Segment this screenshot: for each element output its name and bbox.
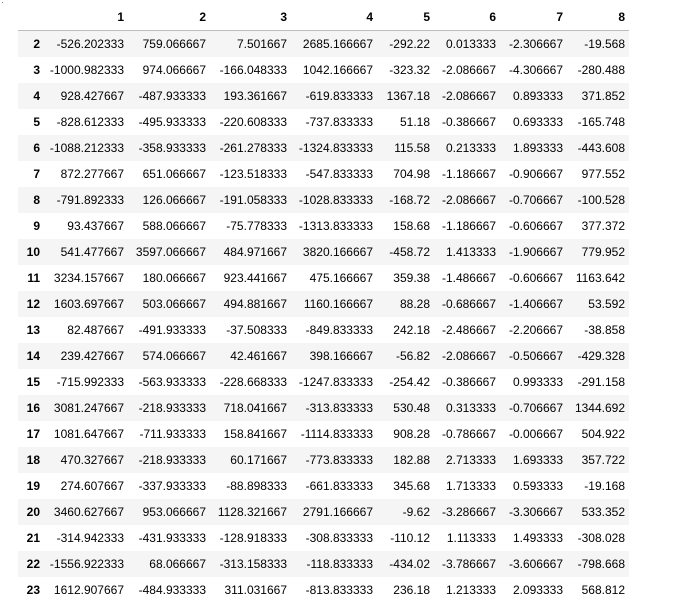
table-cell: -0.006667 — [508, 427, 563, 441]
table-cell: -1313.833333 — [298, 219, 373, 233]
table-cell: 193.361667 — [223, 89, 287, 103]
table-cell: 357.722 — [581, 453, 625, 467]
table-cell: 0.893333 — [512, 89, 563, 103]
table-cell: -3.306667 — [508, 505, 563, 519]
table-cell: -168.72 — [389, 193, 430, 207]
table-cell: 1.493333 — [512, 531, 563, 545]
table-cell: -2.086667 — [441, 89, 496, 103]
table-cell: -547.833333 — [305, 167, 373, 181]
column-header: 5 — [377, 4, 434, 31]
table-cell: -228.668333 — [219, 375, 287, 389]
table-cell: -0.606667 — [508, 219, 563, 233]
table-row — [18, 499, 629, 525]
table-cell: -38.858 — [584, 323, 625, 337]
table-cell: -1.486667 — [441, 271, 496, 285]
table-cell: -434.02 — [389, 557, 430, 571]
table-cell: 923.441667 — [223, 271, 287, 285]
table-row — [18, 421, 629, 447]
table-cell: -19.568 — [584, 37, 625, 51]
table-cell: -443.608 — [577, 141, 625, 155]
table-cell: 0.593333 — [512, 479, 563, 493]
table-cell: -2.306667 — [508, 37, 563, 51]
table-cell: -2.486667 — [441, 323, 496, 337]
table-cell: -0.386667 — [441, 375, 496, 389]
table-cell: -110.12 — [390, 531, 430, 545]
table-cell: 953.066667 — [142, 505, 206, 519]
row-index: 3 — [33, 63, 40, 77]
table-cell: -2.086667 — [441, 193, 496, 207]
row-index: 18 — [26, 453, 40, 467]
table-cell: -0.786667 — [441, 427, 496, 441]
table-cell: -291.158 — [577, 375, 625, 389]
row-index: 4 — [33, 89, 40, 103]
data-table — [18, 4, 629, 603]
table-cell: -526.202333 — [56, 37, 124, 51]
table-cell: -3.286667 — [441, 505, 496, 519]
table-row — [18, 369, 629, 395]
table-cell: 574.066667 — [142, 349, 206, 363]
table-row — [18, 161, 629, 187]
table-cell: 1163.642 — [575, 271, 625, 285]
row-index: 10 — [26, 245, 40, 259]
column-header: 7 — [500, 4, 567, 31]
table-cell: 718.041667 — [223, 401, 287, 415]
table-cell: -0.606667 — [508, 271, 563, 285]
table-cell: 651.066667 — [142, 167, 206, 181]
column-header: 6 — [434, 4, 500, 31]
table-cell: -0.386667 — [441, 115, 496, 129]
row-index: 12 — [26, 297, 40, 311]
table-cell: 475.166667 — [309, 271, 373, 285]
table-cell: 311.031667 — [224, 583, 287, 597]
table-cell: -563.933333 — [138, 375, 206, 389]
table-cell: -123.518333 — [219, 167, 287, 181]
table-row — [18, 239, 629, 265]
table-cell: -292.22 — [389, 37, 430, 51]
table-row — [18, 135, 629, 161]
table-cell: -118.833333 — [306, 557, 373, 571]
table-row — [18, 447, 629, 473]
table-cell: 1128.321667 — [217, 505, 287, 519]
table-cell: -773.833333 — [305, 453, 373, 467]
table-cell: 779.952 — [581, 245, 625, 259]
table-cell: 242.18 — [393, 323, 430, 337]
table-cell: -1.186667 — [441, 219, 496, 233]
row-index: 22 — [26, 557, 40, 571]
table-cell: 7.501667 — [236, 37, 287, 51]
table-cell: -1.186667 — [441, 167, 496, 181]
table-body — [18, 31, 629, 604]
table-cell: 908.28 — [393, 427, 430, 441]
table-cell: 115.58 — [394, 141, 430, 155]
table-cell: -308.833333 — [305, 531, 373, 545]
table-cell: -313.158333 — [219, 557, 287, 571]
row-index: 17 — [26, 427, 40, 441]
table-cell: 530.48 — [393, 401, 430, 415]
table-cell: 42.461667 — [230, 349, 287, 363]
table-cell: -1.906667 — [508, 245, 563, 259]
table-cell: 239.427667 — [60, 349, 124, 363]
table-cell: 872.277667 — [60, 167, 124, 181]
table-cell: -218.933333 — [138, 453, 206, 467]
table-cell: -88.898333 — [226, 479, 287, 493]
row-index: 19 — [26, 479, 40, 493]
table-cell: 3081.247667 — [53, 401, 124, 415]
table-cell: 533.352 — [581, 505, 625, 519]
table-cell: -1556.922333 — [49, 557, 124, 571]
table-cell: 928.427667 — [60, 89, 124, 103]
table-cell: 88.28 — [399, 297, 430, 311]
column-header: 2 — [128, 4, 210, 31]
table-cell: 759.066667 — [142, 37, 206, 51]
row-index: 2 — [33, 37, 40, 51]
row-index: 9 — [33, 219, 40, 233]
row-index: 6 — [33, 141, 40, 155]
table-cell: 3460.627667 — [53, 505, 124, 519]
row-index: 13 — [26, 323, 40, 337]
table-row — [18, 31, 629, 58]
table-cell: 345.68 — [393, 479, 430, 493]
row-index: 15 — [26, 375, 40, 389]
table-cell: 1.893333 — [512, 141, 563, 155]
table-cell: 704.98 — [393, 167, 430, 181]
table-cell: 1344.692 — [574, 401, 625, 415]
table-cell: -308.028 — [577, 531, 625, 545]
table-cell: 3234.157667 — [53, 271, 124, 285]
table-cell: 504.922 — [581, 427, 625, 441]
table-cell: -491.933333 — [138, 323, 206, 337]
table-cell: -2.206667 — [508, 323, 563, 337]
table-cell: 1603.697667 — [53, 297, 124, 311]
table-cell: 236.18 — [393, 583, 430, 597]
table-cell: -0.506667 — [508, 349, 563, 363]
table-cell: -431.933333 — [138, 531, 206, 545]
table-cell: -2.086667 — [441, 349, 496, 363]
table-cell: -0.706667 — [508, 193, 563, 207]
table-cell: 503.066667 — [142, 297, 206, 311]
table-cell: 0.013333 — [445, 37, 496, 51]
table-cell: -337.933333 — [138, 479, 206, 493]
table-cell: -75.778333 — [226, 219, 287, 233]
table-cell: 484.971667 — [223, 245, 287, 259]
table-cell: 51.18 — [399, 115, 430, 129]
table-cell: 0.993333 — [512, 375, 563, 389]
table-cell: 541.477667 — [60, 245, 124, 259]
table-row — [18, 473, 629, 499]
table-cell: 1612.907667 — [53, 583, 124, 597]
table-cell: 68.066667 — [149, 557, 206, 571]
table-cell: -191.058333 — [219, 193, 287, 207]
index-header — [18, 4, 44, 31]
table-cell: -358.933333 — [138, 141, 206, 155]
table-cell: 1.713333 — [445, 479, 496, 493]
row-index: 20 — [26, 505, 40, 519]
table-row — [18, 265, 629, 291]
table-cell: -1247.833333 — [298, 375, 373, 389]
table-cell: 93.437667 — [67, 219, 124, 233]
table-cell: -56.82 — [395, 349, 430, 363]
table-cell: 974.066667 — [142, 63, 206, 77]
table-cell: 1081.647667 — [53, 427, 124, 441]
table-cell: -218.933333 — [138, 401, 206, 415]
table-cell: -711.933333 — [139, 427, 206, 441]
row-index: 8 — [33, 193, 40, 207]
row-index: 11 — [27, 271, 40, 285]
table-cell: -3.786667 — [441, 557, 496, 571]
table-cell: -813.833333 — [305, 583, 373, 597]
table-cell: -715.992333 — [56, 375, 124, 389]
column-header: 4 — [291, 4, 377, 31]
table-cell: 1042.166667 — [302, 63, 373, 77]
table-cell: 1160.166667 — [303, 297, 373, 311]
row-index: 7 — [33, 167, 40, 181]
table-cell: 158.841667 — [223, 427, 287, 441]
table-cell: 53.592 — [588, 297, 625, 311]
table-cell: -0.706667 — [508, 401, 563, 415]
table-cell: -0.686667 — [441, 297, 496, 311]
table-cell: -484.933333 — [138, 583, 206, 597]
table-cell: -128.918333 — [219, 531, 287, 545]
row-index: 14 — [26, 349, 40, 363]
table-cell: -100.528 — [577, 193, 625, 207]
table-cell: -619.833333 — [305, 89, 373, 103]
table-cell: 2.713333 — [445, 453, 496, 467]
table-cell: 2685.166667 — [302, 37, 373, 51]
table-cell: -280.488 — [577, 63, 625, 77]
table-cell: -1324.833333 — [298, 141, 373, 155]
table-cell: -1114.833333 — [300, 427, 373, 441]
table-cell: 3597.066667 — [135, 245, 206, 259]
table-cell: 977.552 — [581, 167, 625, 181]
table-cell: 0.693333 — [512, 115, 563, 129]
table-cell: -828.612333 — [56, 115, 124, 129]
table-cell: 1.693333 — [512, 453, 563, 467]
table-row — [18, 525, 629, 551]
table-cell: -458.72 — [389, 245, 430, 259]
table-cell: 371.852 — [581, 89, 625, 103]
table-cell: 82.487667 — [67, 323, 124, 337]
table-row — [18, 551, 629, 577]
table-cell: -323.32 — [389, 63, 430, 77]
header-row — [18, 4, 629, 31]
table-cell: -661.833333 — [305, 479, 373, 493]
table-cell: -165.748 — [577, 115, 625, 129]
table-cell: -495.933333 — [138, 115, 206, 129]
table-cell: -261.278333 — [219, 141, 287, 155]
table-cell: 0.213333 — [445, 141, 496, 155]
table-row — [18, 57, 629, 83]
table-cell: 588.066667 — [142, 219, 206, 233]
table-cell: -166.048333 — [219, 63, 287, 77]
table-cell: -737.833333 — [305, 115, 373, 129]
table-cell: 1.113333 — [446, 531, 496, 545]
table-cell: 359.38 — [393, 271, 430, 285]
table-cell: 494.881667 — [223, 297, 287, 311]
row-index: 21 — [26, 531, 40, 545]
table-cell: 274.607667 — [60, 479, 124, 493]
table-cell: 398.166667 — [309, 349, 373, 363]
corner-marker — [2, 2, 3, 3]
table-cell: -0.906667 — [508, 167, 563, 181]
table-cell: -314.942333 — [56, 531, 124, 545]
table-cell: -313.833333 — [305, 401, 373, 415]
table-cell: 2.093333 — [512, 583, 563, 597]
table-cell: -19.168 — [584, 479, 625, 493]
table-header — [18, 4, 629, 31]
table-cell: 180.066667 — [142, 271, 206, 285]
column-header: 1 — [44, 4, 128, 31]
table-row — [18, 187, 629, 213]
row-index: 5 — [33, 115, 40, 129]
table-cell: 1367.18 — [386, 89, 430, 103]
table-cell: -798.668 — [577, 557, 625, 571]
table-cell: -1000.982333 — [49, 63, 124, 77]
table-cell: -1088.212333 — [49, 141, 124, 155]
table-cell: 1.213333 — [445, 583, 496, 597]
table-cell: 0.313333 — [445, 401, 496, 415]
table-row — [18, 577, 629, 603]
table-cell: -429.328 — [577, 349, 625, 363]
table-row — [18, 213, 629, 239]
table-cell: 158.68 — [393, 219, 430, 233]
table-cell: 568.812 — [581, 583, 625, 597]
table-row — [18, 109, 629, 135]
table-cell: -849.833333 — [305, 323, 373, 337]
table-cell: 126.066667 — [142, 193, 206, 207]
table-cell: 182.88 — [393, 453, 430, 467]
table-cell: -9.62 — [402, 505, 430, 519]
table-cell: 3820.166667 — [302, 245, 373, 259]
table-row — [18, 343, 629, 369]
table-row — [18, 83, 629, 109]
table-cell: -37.508333 — [226, 323, 287, 337]
column-header: 3 — [210, 4, 291, 31]
table-cell: 470.327667 — [60, 453, 124, 467]
table-row — [18, 395, 629, 421]
table-cell: -2.086667 — [441, 63, 496, 77]
row-index: 23 — [26, 583, 40, 597]
table-row — [18, 291, 629, 317]
table-row — [18, 317, 629, 343]
table-cell: 60.171667 — [230, 453, 287, 467]
table-cell: 2791.166667 — [302, 505, 373, 519]
table-cell: -220.608333 — [219, 115, 287, 129]
row-index: 16 — [26, 401, 40, 415]
table-cell: 377.372 — [581, 219, 625, 233]
table-cell: -791.892333 — [56, 193, 124, 207]
table-cell: -487.933333 — [138, 89, 206, 103]
table-cell: -4.306667 — [508, 63, 563, 77]
table-cell: -1.406667 — [508, 297, 563, 311]
column-header: 8 — [567, 4, 629, 31]
table-cell: -3.606667 — [508, 557, 563, 571]
table-cell: -254.42 — [389, 375, 430, 389]
dataframe-output — [18, 4, 629, 603]
table-cell: 1.413333 — [445, 245, 496, 259]
table-cell: -1028.833333 — [298, 193, 373, 207]
